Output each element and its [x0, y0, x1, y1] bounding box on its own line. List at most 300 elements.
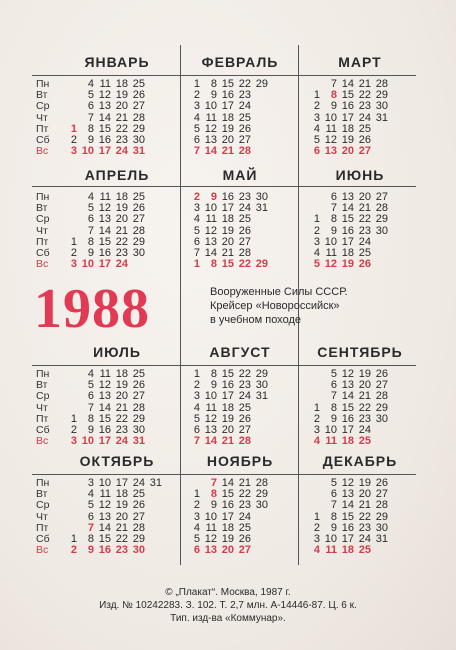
- day-cell: 14: [341, 78, 354, 90]
- weekday-column: [36, 478, 60, 556]
- day-cell: 16: [221, 379, 234, 392]
- day-cell: 30: [132, 544, 145, 557]
- weekday-column: [36, 79, 60, 157]
- day-cell: 2: [70, 133, 77, 146]
- day-cell: 20: [115, 100, 128, 113]
- day-cell: 11: [99, 488, 111, 501]
- day-cell: 28: [132, 401, 145, 414]
- day-cell: 26: [238, 122, 251, 135]
- day-cell: 13: [98, 213, 111, 226]
- day-cell: 6: [193, 544, 200, 557]
- caption-line: в учебном походе: [210, 314, 301, 326]
- week-row: [60, 545, 162, 556]
- weekday-label: Чт: [36, 401, 48, 414]
- day-cell: 1: [313, 213, 320, 226]
- day-cell: 5: [330, 477, 337, 489]
- day-cell: 6: [313, 145, 320, 158]
- day-cell: 14: [98, 111, 111, 124]
- day-cell: 3: [70, 145, 77, 158]
- day-cell: 27: [132, 510, 145, 523]
- day-cell: 14: [221, 477, 234, 489]
- week-row: [303, 259, 388, 270]
- day-cell: 1: [313, 401, 320, 414]
- week-row: [183, 259, 268, 270]
- day-cell: 15: [98, 412, 111, 425]
- week-row: [60, 500, 162, 511]
- day-cell: 31: [255, 390, 268, 403]
- week-row: [60, 214, 145, 225]
- day-cell: 12: [341, 477, 354, 489]
- weekday-label: Чт: [36, 224, 48, 237]
- day-cell: 8: [87, 412, 94, 425]
- day-cell: 23: [358, 100, 371, 113]
- day-cell: 11: [99, 191, 111, 203]
- day-cell: 21: [358, 202, 371, 215]
- day-cell: 4: [193, 213, 200, 226]
- month-block: [60, 451, 174, 557]
- day-cell: 13: [98, 510, 111, 523]
- day-cell: 20: [358, 191, 371, 203]
- day-cell: 17: [341, 423, 354, 436]
- weekday-label: Чт: [36, 510, 48, 523]
- day-cell: 31: [149, 477, 162, 489]
- day-cell: 7: [87, 401, 94, 414]
- day-cell: 22: [238, 368, 251, 380]
- day-cell: 23: [238, 191, 251, 203]
- day-cell: 15: [221, 488, 234, 501]
- day-cell: 17: [98, 258, 111, 271]
- day-cell: 15: [341, 89, 354, 102]
- day-cell: 23: [238, 89, 251, 102]
- footer-line: Изд. № 10242283. З. 102. Т. 2,7 млн. А-14446-87. Ц. 6 к.: [99, 600, 357, 611]
- month-name: МАРТ: [338, 54, 382, 70]
- day-cell: 14: [98, 521, 111, 534]
- day-cell: 22: [115, 235, 128, 248]
- day-cell: 29: [375, 401, 388, 414]
- month-name: ФЕВРАЛЬ: [201, 54, 279, 70]
- day-cell: 12: [204, 224, 217, 237]
- day-cell: 12: [98, 379, 111, 392]
- day-cell: 2: [193, 499, 200, 512]
- day-cell: 6: [193, 423, 200, 436]
- day-cell: 6: [330, 488, 337, 501]
- month-name: СЕНТЯБРЬ: [317, 344, 403, 360]
- week-row: [303, 101, 388, 112]
- day-cell: 11: [99, 78, 111, 90]
- week-row: [183, 545, 268, 556]
- day-cell: 1: [193, 368, 200, 380]
- week-row: [303, 545, 388, 556]
- month-block: [303, 451, 417, 557]
- day-cell: 16: [341, 412, 354, 425]
- day-cell: 17: [221, 100, 234, 113]
- month-block: [183, 165, 297, 271]
- day-cell: 19: [221, 224, 234, 237]
- day-cell: 2: [70, 544, 77, 557]
- day-cell: 10: [81, 258, 94, 271]
- day-cell: 8: [210, 258, 217, 271]
- day-cell: 9: [210, 499, 217, 512]
- day-cell: 1: [193, 258, 200, 271]
- day-cell: 18: [115, 368, 128, 380]
- day-cell: 26: [375, 368, 388, 380]
- day-cell: 20: [221, 423, 234, 436]
- day-cell: 14: [341, 202, 354, 215]
- month-block: [60, 165, 174, 271]
- day-cell: 27: [375, 379, 388, 392]
- caption: [210, 285, 348, 327]
- month-block: [60, 342, 174, 448]
- day-cell: 9: [87, 133, 94, 146]
- day-cell: 1: [70, 122, 77, 135]
- day-cell: 23: [238, 499, 251, 512]
- day-cell: 3: [313, 532, 320, 545]
- day-cell: 5: [87, 499, 94, 512]
- day-cell: 4: [87, 488, 94, 501]
- week-row: [183, 391, 268, 402]
- day-cell: 28: [375, 78, 388, 90]
- day-cell: 10: [81, 435, 94, 448]
- day-cell: 18: [115, 488, 128, 501]
- week-row: [183, 146, 268, 157]
- day-cell: 26: [375, 477, 388, 489]
- month-block: [60, 52, 174, 158]
- day-cell: 22: [358, 89, 371, 102]
- day-cell: 26: [132, 499, 145, 512]
- day-cell: 9: [330, 412, 337, 425]
- day-cell: 1: [313, 89, 320, 102]
- day-cell: 30: [132, 246, 145, 259]
- day-cell: 2: [313, 521, 320, 534]
- day-cell: 21: [358, 78, 371, 90]
- day-cell: 12: [98, 202, 111, 215]
- day-cell: 12: [324, 258, 337, 271]
- day-cell: 25: [132, 191, 145, 203]
- day-cell: 29: [255, 488, 268, 501]
- day-cell: 31: [132, 435, 145, 448]
- weekday-label: Пн: [36, 477, 50, 489]
- day-cell: 11: [325, 544, 337, 557]
- month-name: ИЮНЬ: [335, 167, 385, 183]
- month-block: [303, 165, 417, 271]
- day-cell: 15: [221, 368, 234, 380]
- day-cell: 4: [313, 246, 320, 259]
- day-cell: 24: [238, 100, 251, 113]
- day-cell: 5: [313, 258, 320, 271]
- day-cell: 8: [330, 213, 337, 226]
- day-cell: 8: [210, 78, 217, 90]
- day-cell: 20: [115, 390, 128, 403]
- day-cell: 28: [255, 477, 268, 489]
- day-cell: 11: [325, 435, 337, 448]
- day-cell: 19: [115, 202, 128, 215]
- day-cell: 23: [115, 133, 128, 146]
- day-cell: 18: [221, 521, 234, 534]
- day-cell: 1: [313, 510, 320, 523]
- day-cell: 10: [204, 390, 217, 403]
- month-grid: [183, 369, 268, 447]
- day-cell: 3: [70, 258, 77, 271]
- day-cell: 22: [238, 488, 251, 501]
- day-cell: 29: [375, 89, 388, 102]
- day-cell: 17: [98, 145, 111, 158]
- day-cell: 10: [324, 235, 337, 248]
- day-cell: 6: [193, 235, 200, 248]
- day-cell: 7: [330, 499, 337, 512]
- day-cell: 10: [98, 477, 111, 489]
- day-cell: 25: [132, 368, 145, 380]
- weekday-label: Сб: [36, 246, 50, 259]
- footer-line: Тип. изд-ва «Коммунар».: [170, 613, 286, 624]
- day-cell: 24: [358, 111, 371, 124]
- day-cell: 31: [375, 111, 388, 124]
- day-cell: 16: [341, 100, 354, 113]
- day-cell: 11: [205, 213, 217, 226]
- day-cell: 16: [221, 89, 234, 102]
- day-cell: 18: [221, 401, 234, 414]
- day-cell: 20: [221, 133, 234, 146]
- day-cell: 30: [375, 224, 388, 237]
- day-cell: 8: [330, 89, 337, 102]
- day-cell: 15: [221, 78, 234, 90]
- day-cell: 24: [132, 477, 145, 489]
- day-cell: 27: [375, 488, 388, 501]
- day-cell: 27: [132, 213, 145, 226]
- month-grid: [60, 369, 145, 447]
- day-cell: 3: [87, 477, 94, 489]
- day-cell: 7: [87, 521, 94, 534]
- month-name: ИЮЛЬ: [93, 344, 141, 360]
- day-cell: 5: [87, 89, 94, 102]
- day-cell: 3: [193, 100, 200, 113]
- day-cell: 9: [330, 224, 337, 237]
- week-row: [183, 500, 268, 511]
- day-cell: 21: [358, 390, 371, 403]
- week-row: [183, 214, 268, 225]
- day-cell: 24: [238, 390, 251, 403]
- day-cell: 29: [132, 532, 145, 545]
- day-cell: 25: [132, 488, 145, 501]
- divider-vertical: [180, 45, 181, 565]
- day-cell: 1: [70, 412, 77, 425]
- day-cell: 4: [193, 401, 200, 414]
- day-cell: 14: [98, 401, 111, 414]
- weekday-label: Вт: [36, 379, 48, 392]
- day-cell: 2: [193, 191, 200, 203]
- day-cell: 19: [115, 379, 128, 392]
- weekday-label: Сб: [36, 532, 50, 545]
- weekday-label: Ср: [36, 213, 50, 226]
- day-cell: 3: [193, 510, 200, 523]
- day-cell: 16: [98, 423, 111, 436]
- day-cell: 22: [238, 78, 251, 90]
- day-cell: 6: [87, 100, 94, 113]
- day-cell: 8: [330, 510, 337, 523]
- day-cell: 10: [204, 100, 217, 113]
- day-cell: 28: [238, 246, 251, 259]
- weekday-label: Вс: [36, 258, 49, 271]
- day-cell: 3: [313, 235, 320, 248]
- weekday-label: Пн: [36, 368, 50, 380]
- day-cell: 8: [87, 122, 94, 135]
- day-cell: 26: [358, 133, 371, 146]
- day-cell: 28: [238, 435, 251, 448]
- day-cell: 27: [132, 390, 145, 403]
- day-cell: 28: [375, 202, 388, 215]
- day-cell: 13: [341, 379, 354, 392]
- weekday-label: Пт: [36, 412, 49, 425]
- day-cell: 12: [98, 499, 111, 512]
- day-cell: 4: [87, 191, 94, 203]
- day-cell: 13: [341, 191, 354, 203]
- day-cell: 22: [358, 401, 371, 414]
- day-cell: 3: [193, 390, 200, 403]
- day-cell: 7: [330, 390, 337, 403]
- day-cell: 24: [358, 532, 371, 545]
- divider-horizontal: [32, 186, 416, 187]
- footer: [0, 586, 456, 625]
- week-row: [303, 146, 388, 157]
- day-cell: 23: [115, 246, 128, 259]
- day-cell: 18: [341, 122, 354, 135]
- day-cell: 14: [341, 499, 354, 512]
- weekday-label: Вс: [36, 435, 49, 448]
- day-cell: 17: [115, 477, 128, 489]
- month-grid: [303, 478, 388, 556]
- day-cell: 19: [115, 499, 128, 512]
- week-row: [60, 391, 145, 402]
- month-block: [183, 451, 297, 557]
- day-cell: 13: [204, 544, 217, 557]
- day-cell: 23: [115, 544, 128, 557]
- month-name: ОКТЯБРЬ: [79, 453, 155, 469]
- day-cell: 1: [70, 235, 77, 248]
- day-cell: 11: [325, 122, 337, 135]
- day-cell: 9: [87, 544, 94, 557]
- day-cell: 20: [358, 379, 371, 392]
- day-cell: 23: [358, 412, 371, 425]
- day-cell: 14: [98, 224, 111, 237]
- day-cell: 9: [330, 521, 337, 534]
- day-cell: 30: [132, 423, 145, 436]
- day-cell: 11: [205, 521, 217, 534]
- day-cell: 4: [193, 111, 200, 124]
- day-cell: 29: [375, 510, 388, 523]
- month-grid: [60, 79, 145, 157]
- day-cell: 4: [313, 122, 320, 135]
- month-grid: [303, 192, 388, 270]
- day-cell: 3: [313, 423, 320, 436]
- day-cell: 30: [255, 191, 268, 203]
- day-cell: 29: [255, 368, 268, 380]
- footer-line: © „Плакат“. Москва, 1987 г.: [165, 587, 291, 598]
- month-block: [303, 342, 417, 448]
- weekday-column: [36, 192, 60, 270]
- day-cell: 24: [358, 235, 371, 248]
- day-cell: 9: [87, 246, 94, 259]
- day-cell: 27: [375, 191, 388, 203]
- day-cell: 26: [358, 258, 371, 271]
- day-cell: 17: [221, 390, 234, 403]
- day-cell: 7: [330, 78, 337, 90]
- weekday-label: Чт: [36, 111, 48, 124]
- day-cell: 27: [358, 145, 371, 158]
- day-cell: 26: [238, 532, 251, 545]
- day-cell: 10: [204, 510, 217, 523]
- month-name: МАЙ: [222, 167, 258, 183]
- day-cell: 20: [115, 213, 128, 226]
- divider-horizontal: [32, 474, 416, 475]
- weekday-label: Сб: [36, 133, 50, 146]
- day-cell: 8: [210, 368, 217, 380]
- day-cell: 21: [238, 477, 251, 489]
- day-cell: 26: [238, 412, 251, 425]
- week-row: [60, 436, 145, 447]
- day-cell: 3: [193, 202, 200, 215]
- day-cell: 19: [115, 89, 128, 102]
- day-cell: 18: [221, 213, 234, 226]
- day-cell: 27: [238, 235, 251, 248]
- day-cell: 23: [358, 521, 371, 534]
- day-cell: 31: [132, 145, 145, 158]
- day-cell: 6: [330, 191, 337, 203]
- weekday-label: Ср: [36, 499, 50, 512]
- day-cell: 12: [98, 89, 111, 102]
- day-cell: 8: [87, 235, 94, 248]
- caption-line: Вооруженные Силы СССР.: [210, 286, 348, 298]
- day-cell: 17: [341, 111, 354, 124]
- day-cell: 25: [358, 544, 371, 557]
- day-cell: 3: [70, 435, 77, 448]
- day-cell: 29: [132, 412, 145, 425]
- day-cell: 3: [313, 111, 320, 124]
- day-cell: 25: [132, 78, 145, 90]
- day-cell: 13: [98, 390, 111, 403]
- day-cell: 25: [238, 401, 251, 414]
- day-cell: 23: [115, 423, 128, 436]
- day-cell: 4: [313, 435, 320, 448]
- day-cell: 22: [115, 532, 128, 545]
- day-cell: 27: [238, 423, 251, 436]
- day-cell: 30: [375, 412, 388, 425]
- weekday-column: [36, 369, 60, 447]
- day-cell: 13: [341, 488, 354, 501]
- day-cell: 11: [325, 246, 337, 259]
- day-cell: 21: [221, 435, 234, 448]
- day-cell: 6: [87, 510, 94, 523]
- day-cell: 19: [221, 412, 234, 425]
- day-cell: 11: [99, 368, 111, 380]
- month-block: [303, 52, 417, 158]
- month-block: [183, 52, 297, 158]
- day-cell: 30: [132, 133, 145, 146]
- day-cell: 20: [341, 145, 354, 158]
- day-cell: 26: [132, 202, 145, 215]
- weekday-label: Пн: [36, 78, 50, 90]
- day-cell: 18: [115, 78, 128, 90]
- day-cell: 24: [238, 510, 251, 523]
- day-cell: 16: [98, 133, 111, 146]
- day-cell: 2: [313, 100, 320, 113]
- day-cell: 20: [221, 235, 234, 248]
- month-name: ЯНВАРЬ: [84, 54, 150, 70]
- day-cell: 29: [375, 213, 388, 226]
- day-cell: 21: [115, 111, 128, 124]
- day-cell: 6: [330, 379, 337, 392]
- month-block: [183, 342, 297, 448]
- day-cell: 4: [313, 544, 320, 557]
- day-cell: 14: [204, 246, 217, 259]
